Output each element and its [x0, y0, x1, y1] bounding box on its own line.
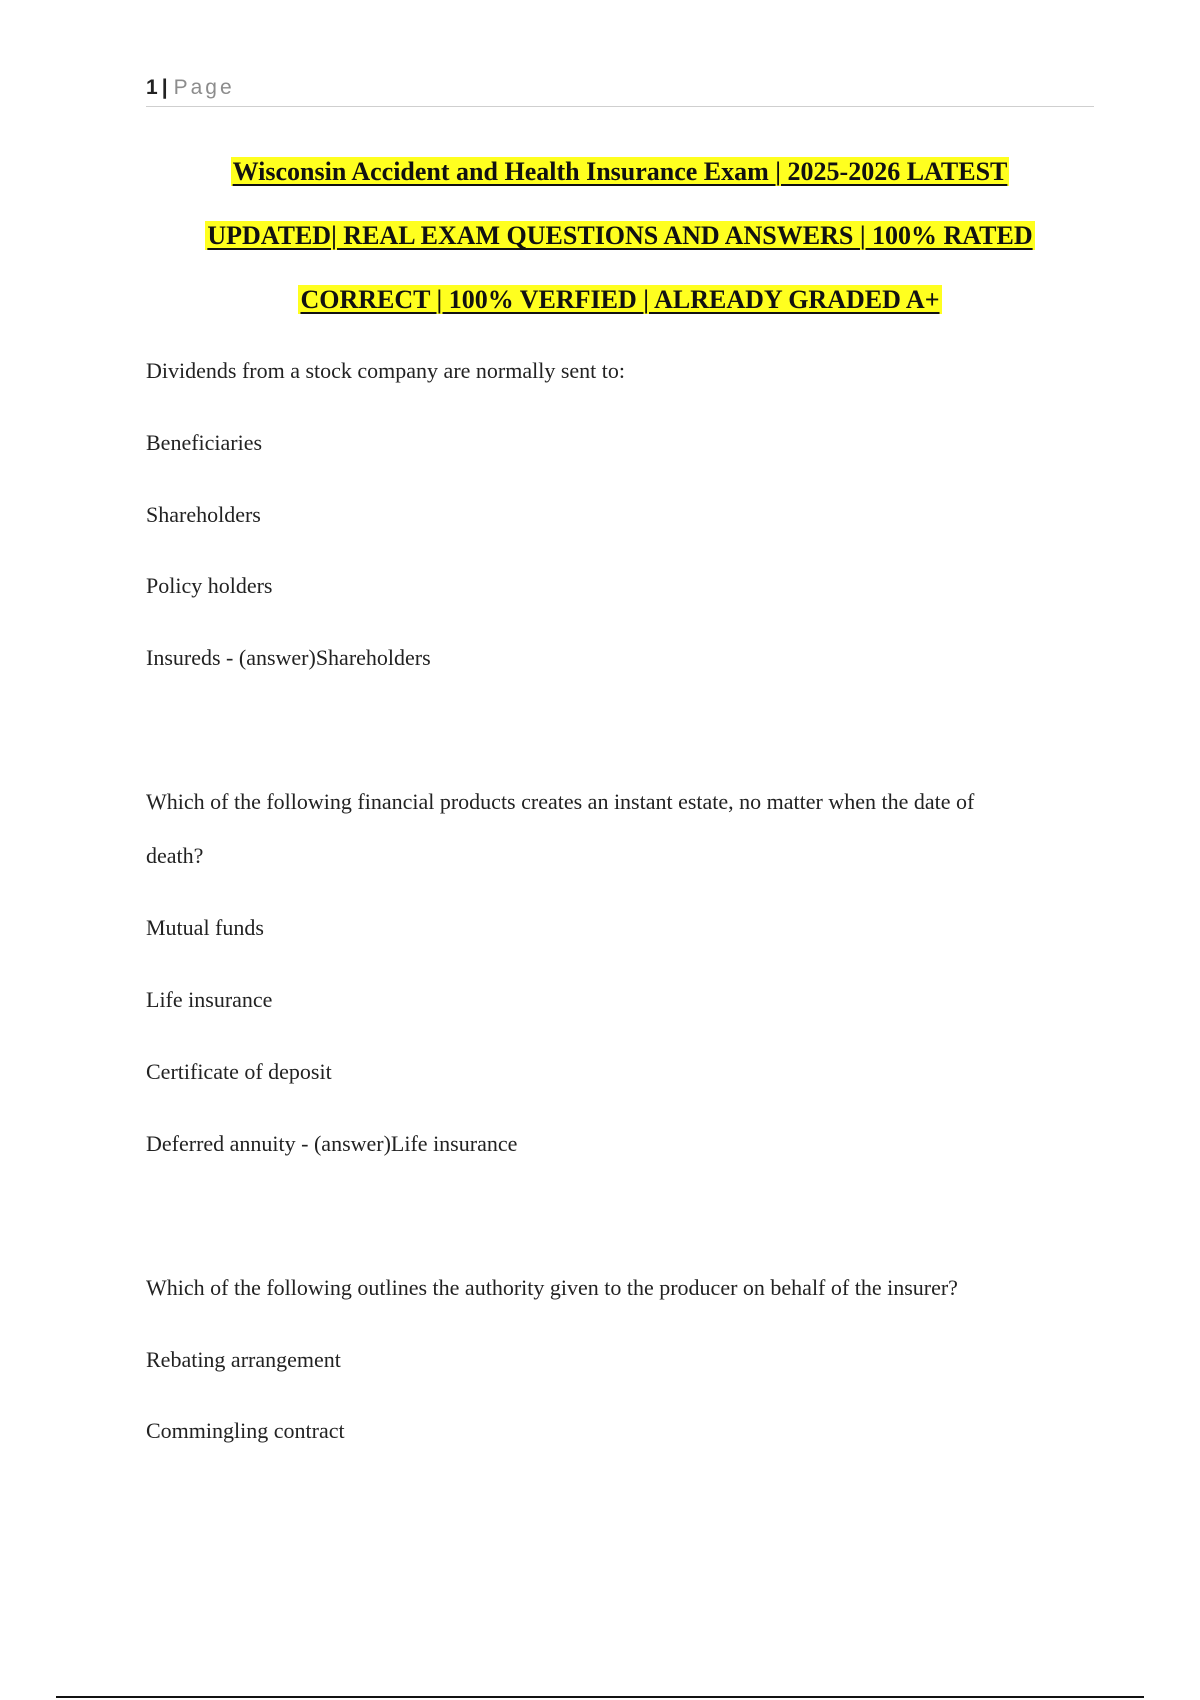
question-2-option-1: Mutual funds — [146, 915, 264, 940]
title-line-2: UPDATED| REAL EXAM QUESTIONS AND ANSWERS | 100% RATED — [207, 221, 1033, 250]
title-line-1: Wisconsin Accident and Health Insurance Exam | 2025-2026 LATEST — [232, 157, 1008, 186]
question-3-option-1: Rebating arrangement — [146, 1347, 341, 1372]
document-title — [146, 140, 1094, 332]
question-2-option-2: Life insurance — [146, 987, 273, 1012]
question-3-option-2: Commingling contract — [146, 1418, 345, 1443]
page-header-separator: | — [161, 76, 168, 99]
question-1-option-1: Beneficiaries — [146, 430, 263, 455]
footer-rule — [56, 1696, 1144, 1698]
title-line-3: CORRECT | 100% VERFIED | ALREADY GRADED A+ — [300, 285, 940, 314]
question-2-text-line-2: death? — [146, 843, 204, 868]
question-1-option-4: Insureds - (answer)Shareholders — [146, 645, 431, 670]
question-1-text: Dividends from a stock company are normally sent to: — [146, 358, 625, 383]
question-1-option-2: Shareholders — [146, 502, 261, 527]
page-header — [146, 74, 1094, 107]
page-label: Page — [173, 76, 235, 99]
question-2-text-line-1: Which of the following financial products creates an instant estate, no matter when the date of — [146, 789, 975, 814]
question-1-option-3: Policy holders — [146, 573, 273, 598]
question-2-option-3: Certificate of deposit — [146, 1059, 332, 1084]
page-number: 1 — [146, 76, 158, 99]
question-3-text: Which of the following outlines the authority given to the producer on behalf of the insurer? — [146, 1275, 958, 1300]
question-2-option-4: Deferred annuity - (answer)Life insurance — [146, 1131, 518, 1156]
